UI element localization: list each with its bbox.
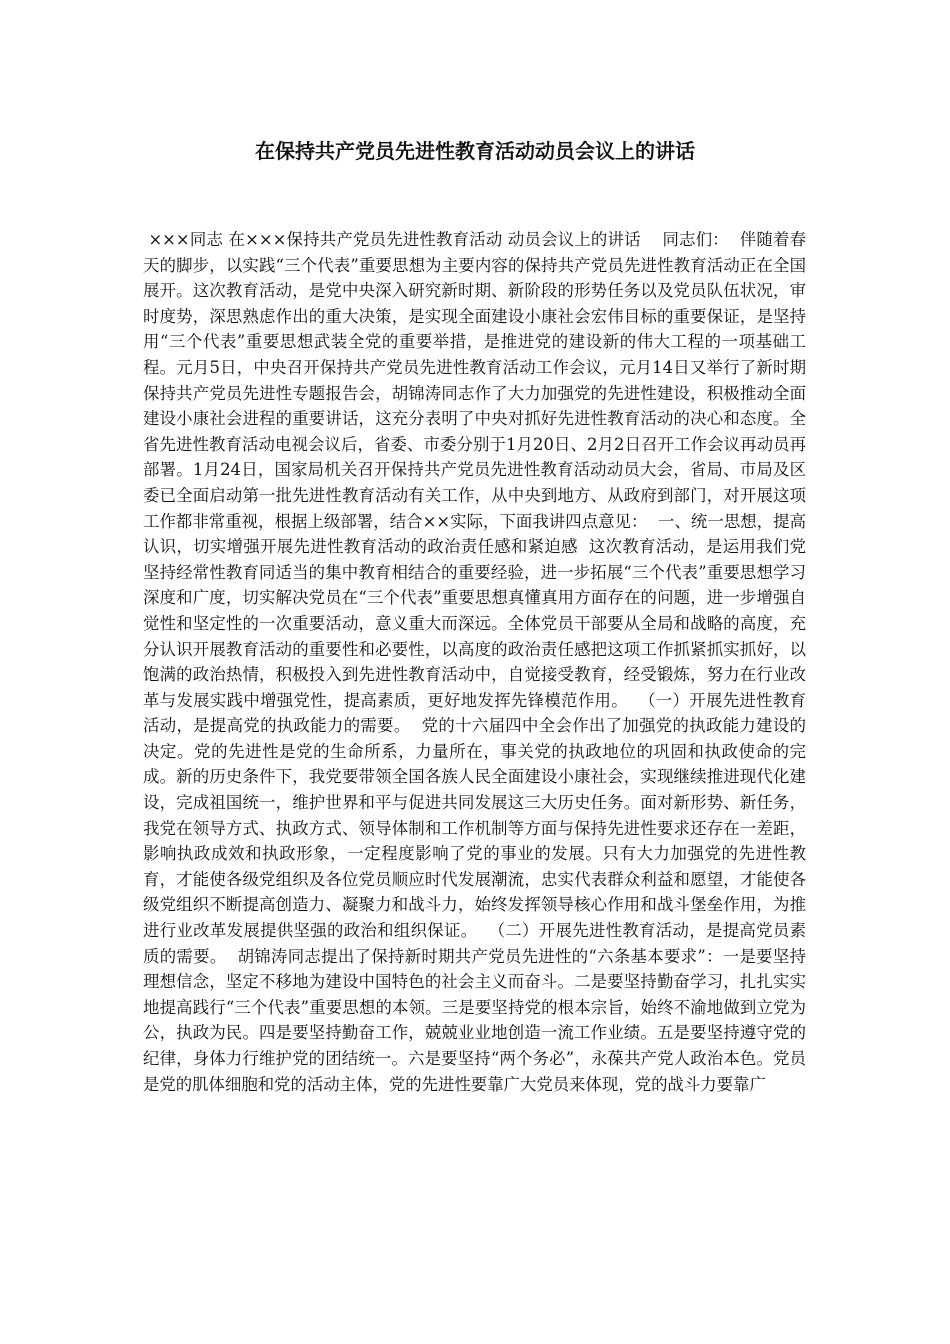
- document-title: 在保持共产党员先进性教育活动动员会议上的讲话: [255, 139, 695, 163]
- document-body: ×××同志 在×××保持共产党员先进性教育活动 动员会议上的讲话 同志们： 伴随着春天的脚步，以实践“三个代表”重要思想为主要内容的保持共产党员先进性教育活动正在全国展开。这次教育活动，是党中央深入研究新时期、新阶段的形势任务以及党员队伍状况，审时度势，深思熟虑作出的重大决策，是实现全面建设小康社会宏伟目标的重要保证，是坚持用“三个代表”重要思想武装全党的重要举措，是推进党的建设新的伟大工程的一项基础工程。元月5日，中央召开保持共产党员先进性教育活动工作会议，元月14日又举行了新时期保持共产党员先进性专题报告会，胡锦涛同志作了大力加强党的先进性建设，积极推动全面建设小康社会进程的重要讲话，这充分表明了中央对抓好先进性教育活动的决心和态度。全省先进性教育活动电视会议后，省委、市委分别于1月20日、2月2日召开工作会议再动员再部署。1月24日，国家局机关召开保持共产党员先进性教育活动动员大会，省局、市局及区委已全面启动第一批先进性教育活动有关工作，从中央到地方、从政府到部门，对开展这项工作都非常重视，根据上级部署，结合××实际，下面我讲四点意见： 一、统一思想，提高认识，切实增强开展先进性教育活动的政治责任感和紧迫感 这次教育活动，是运用我们党坚持经常性教育同适当的集中教育相结合的重要经验，进一步拓展“三个代表”重要思想学习深度和广度，切实解决党员在“三个代表”重要思想真懂真用方面存在的问题，进一步增强自觉性和坚定性的一次重要活动，意义重大而深远。全体党员干部要从全局和战略的高度，充分认识开展教育活动的重要性和必要性，以高度的政治责任感把这项工作抓紧抓实抓好，以饱满的政治热情，积极投入到先进性教育活动中，自觉接受教育，经受锻炼，努力在行业改革与发展实践中增强党性，提高素质，更好地发挥先锋模范作用。 （一）开展先进性教育活动，是提高党的执政能力的需要。 党的十六届四中全会作出了加强党的执政能力建设的决定。党的先进性是党的生命所系，力量所在，事关党的执政地位的巩固和执政使命的完成。新的历史条件下，我党要带领全国各族人民全面建设小康社会，实现继续推进现代化建设，完成祖国统一，维护世界和平与促进共同发展这三大历史任务。面对新形势、新任务，我党在领导方式、执政方式、领导体制和工作机制等方面与保持先进性要求还存在一差距，影响执政成效和执政形象，一定程度影响了党的事业的发展。只有大力加强党的先进性教育，才能使各级党组织及各位党员顺应时代发展潮流，忠实代表群众利益和愿望，才能使各级党组织不断提高创造力、凝聚力和战斗力，始终发挥领导核心作用和战斗堡垒作用，为推进行业改革发展提供坚强的政治和组织保证。 （二）开展先进性教育活动，是提高党员素质的需要。 胡锦涛同志提出了保持新时期共产党员先进性的“六条基本要求”：一是要坚持理想信念，坚定不移地为建设中国特色的社会主义而奋斗。二是要坚持勤奋学习，扎扎实实地提高践行“三个代表”重要思想的本领。三是要坚持党的根本宗旨，始终不渝地做到立党为公，执政为民。四是要坚持勤奋工作，兢兢业业地创造一流工作业绩。五是要坚持遵守党的纪律，身体力行维护党的团结统一。六是要坚持“两个务必”，永葆共产党人政治本色。党员是党的肌体细胞和党的活动主体，党的先进性要靠广大党员来体现，党的战斗力要靠广: [143, 230, 806, 1094]
